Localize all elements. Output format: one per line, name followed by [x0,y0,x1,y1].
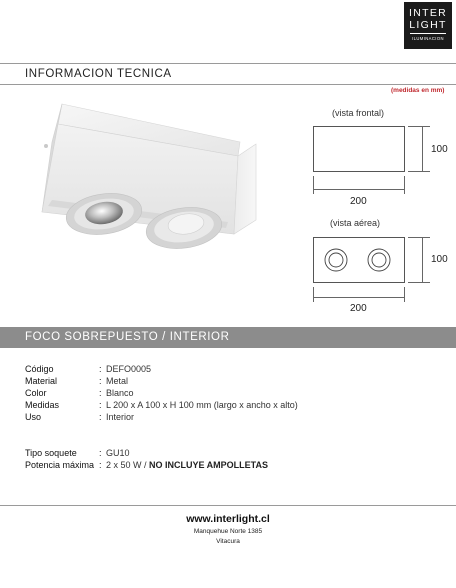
spec-label-color: Color [25,388,47,398]
spec-value-use: Interior [106,412,135,422]
top-width-ext-left [313,287,314,302]
front-width-label: 200 [350,196,367,207]
front-height-line [422,126,423,172]
top-width-label: 200 [350,303,367,314]
front-view-label: (vista frontal) [332,108,385,118]
spec-label-socket: Tipo soquete [25,448,77,458]
product-image [34,96,264,256]
header-divider [0,84,456,85]
section-title: INFORMACION TECNICA [25,68,172,80]
product-title-bar [0,327,456,348]
logo-line2: LIGHT [409,19,447,31]
spec-colon: : [99,400,102,410]
spec-value-power-text: 2 x 50 W / [106,460,150,470]
top-width-line [313,297,405,298]
front-height-label: 100 [431,144,448,155]
spec-colon: : [99,448,102,458]
spec-value-dimensions: L 200 x A 100 x H 100 mm (largo x ancho x alto) [106,400,298,410]
spec-value-color: Blanco [106,388,134,398]
units-note: (medidas en mm) [391,87,445,94]
spec-value-power [106,460,268,470]
footer-divider [0,505,456,506]
front-width-ext-right [404,176,405,194]
top-view-openings [313,237,405,283]
brand-logo [404,2,452,49]
spec-label-code: Código [25,364,54,374]
spec-colon: : [99,388,102,398]
website-link[interactable]: www.interlight.cl [186,513,270,525]
top-height-line [422,237,423,283]
footer-city: Vitacura [216,538,240,545]
front-height-ext-bottom [408,171,430,172]
spec-label-use: Uso [25,412,42,422]
top-height-ext-top [408,237,430,238]
front-height-ext-top [408,126,430,127]
spec-label-dimensions: Medidas [25,400,60,410]
logo-divider [410,33,446,34]
product-title: FOCO SOBREPUESTO / INTERIOR [25,331,230,343]
top-height-label: 100 [431,254,448,265]
front-width-line [313,189,405,190]
spec-value-socket: GU10 [106,448,130,458]
top-view-label: (vista aérea) [330,218,381,228]
footer-address: Manquehue Norte 1385 [193,528,263,535]
spec-value-material: Metal [106,376,129,386]
top-height-ext-bottom [408,282,430,283]
spec-colon: : [99,412,102,422]
top-width-ext-right [404,287,405,302]
logo-line1: INTER [409,7,447,19]
spec-label-material: Material [25,376,58,386]
logo-line3: ILUMINACION [412,36,444,41]
spec-label-power: Potencia máxima [25,460,95,470]
spec-value-code: DEFO0005 [106,364,152,374]
spec-colon: : [99,376,102,386]
spec-value-power-bold: NO INCLUYE AMPOLLETAS [149,460,269,470]
top-divider [0,63,456,64]
spec-colon: : [99,364,102,374]
front-view-box [313,126,405,172]
front-width-ext-left [313,176,314,194]
spec-colon: : [99,460,102,470]
